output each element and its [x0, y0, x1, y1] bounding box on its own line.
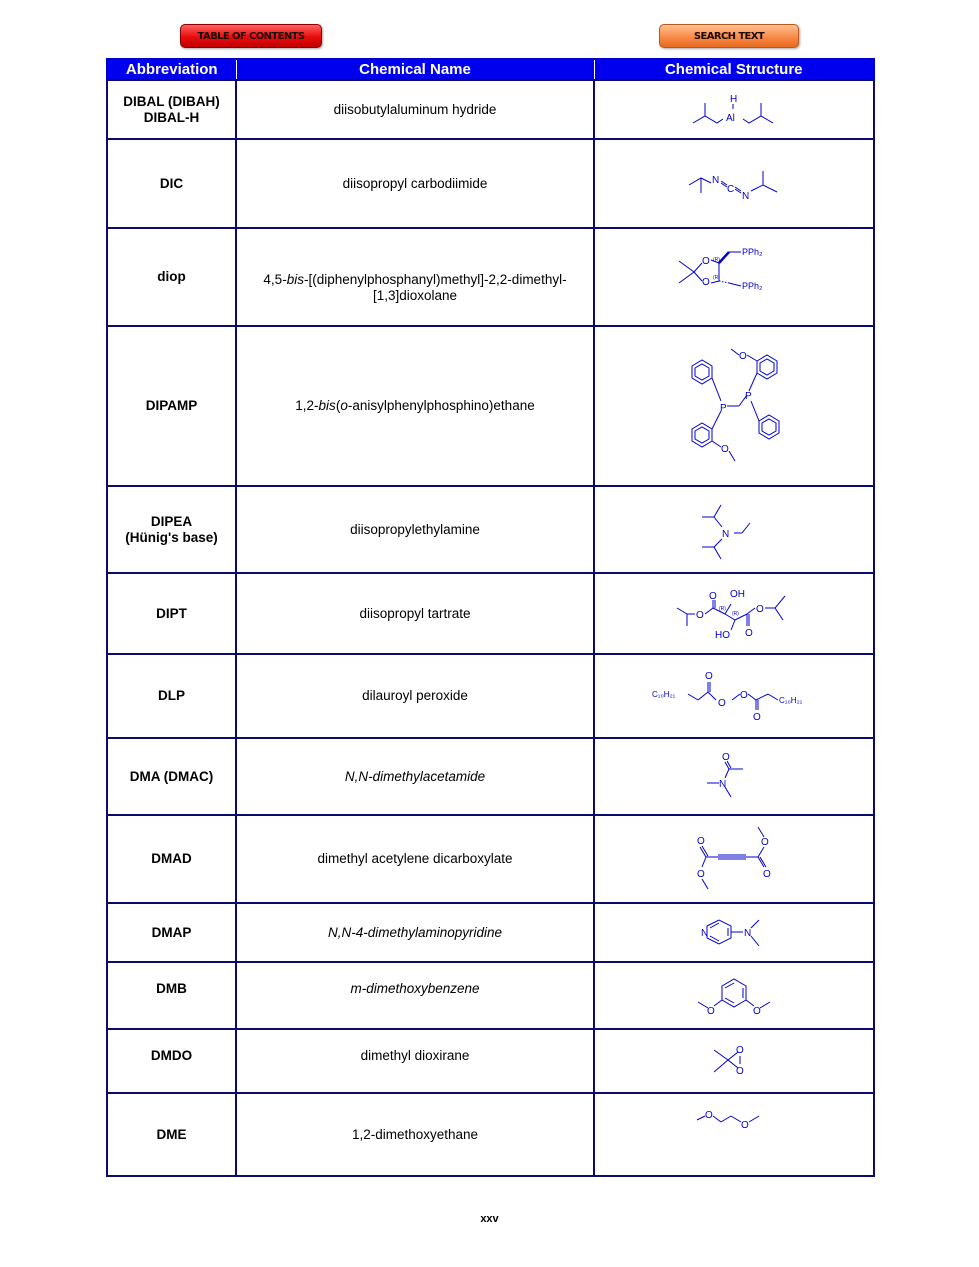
- dlp-structure: [644, 666, 824, 726]
- o-label: O: [756, 603, 764, 615]
- name-cell: diisopropylethylamine: [236, 486, 594, 573]
- table-row: [107, 139, 874, 228]
- abbreviation-table: [106, 58, 875, 1177]
- dmad-structure: [684, 821, 784, 897]
- abbr-cell: DMAP: [107, 903, 236, 962]
- abbr-cell: DLP: [107, 654, 236, 738]
- r-label: (R): [713, 257, 720, 263]
- name-cell: 1,2-dimethoxyethane: [236, 1093, 594, 1176]
- abbr-cell: DIPT: [107, 573, 236, 654]
- structure-cell: [594, 903, 874, 962]
- table-row: [107, 486, 874, 573]
- name-cell: dimethyl acetylene dicarboxylate: [236, 815, 594, 903]
- pph2-label: PPh₂: [742, 247, 763, 257]
- structure-cell: [594, 738, 874, 815]
- table-row: [107, 738, 874, 815]
- o-label: O: [753, 1005, 761, 1017]
- name-text: 4,5-bis-[(diphenylphosphanyl)methyl]-2,2-dimethyl-[1,3]dioxolane: [263, 272, 567, 303]
- abbr-cell: [107, 80, 236, 139]
- name-cell: diisopropyl tartrate: [236, 573, 594, 654]
- o-label: O: [707, 1005, 715, 1017]
- r-label: (R): [713, 275, 720, 281]
- c-label: C: [727, 183, 735, 195]
- table-row: [107, 326, 874, 486]
- name-cell: diisobutylaluminum hydride: [236, 80, 594, 139]
- o-label: O: [702, 256, 710, 267]
- table-row: [107, 654, 874, 738]
- name-cell: dimethyl dioxirane: [236, 1029, 594, 1093]
- name-cell: [236, 903, 594, 962]
- abbr-cell: DMB: [107, 962, 236, 1029]
- dma-structure: [699, 747, 769, 807]
- abbr-cell: DMDO: [107, 1029, 236, 1093]
- abbr-cell: DMA (DMAC): [107, 738, 236, 815]
- o-label: O: [718, 698, 726, 709]
- name-text: m-dimethoxybenzene: [350, 981, 480, 996]
- table-row: [107, 962, 874, 1029]
- o-label: O: [709, 590, 717, 602]
- structure-cell: [594, 654, 874, 738]
- structure-cell: [594, 1029, 874, 1093]
- page-number: xxv: [480, 1213, 499, 1225]
- table-header-row: [107, 59, 874, 80]
- name-text: N,N-dimethylacetamide: [344, 768, 486, 784]
- c10h21-label: C₁₀H₂₁: [779, 696, 803, 705]
- n-label: N: [744, 927, 752, 939]
- dmdo-structure: [704, 1038, 764, 1084]
- o-label: O: [753, 712, 761, 723]
- table-of-contents-button[interactable]: TABLE OF CONTENTS: [180, 24, 322, 48]
- dipt-structure: [669, 582, 799, 646]
- abbr-cell: DIC: [107, 139, 236, 228]
- p-label: P: [745, 391, 752, 402]
- o-label: O: [761, 837, 769, 848]
- table-row: [107, 815, 874, 903]
- r-label: (R): [719, 605, 726, 612]
- table-row: [107, 80, 874, 139]
- abbr-cell: DIPAMP: [107, 326, 236, 486]
- dipea-structure: [694, 495, 774, 565]
- name-cell: [236, 228, 594, 326]
- abbr-line: DIPEA (Hünig's base): [125, 513, 218, 545]
- dic-structure: [679, 159, 789, 209]
- h-label: H: [730, 93, 738, 105]
- oh-label: OH: [730, 588, 745, 600]
- o-label: O: [705, 671, 713, 682]
- table-row: [107, 573, 874, 654]
- table-row: [107, 903, 874, 962]
- o-label: O: [697, 836, 705, 847]
- structure-cell: [594, 80, 874, 139]
- o-label: O: [763, 869, 771, 880]
- c10h21-label: C₁₀H₂₁: [652, 690, 676, 699]
- dmap-structure: [689, 908, 779, 958]
- name-cell: diisopropyl carbodiimide: [236, 139, 594, 228]
- abbr-cell: [107, 486, 236, 573]
- abbr-cell: DME: [107, 1093, 236, 1176]
- n-label: N: [719, 778, 727, 790]
- n-label: N: [722, 528, 730, 540]
- name-cell: dilauroyl peroxide: [236, 654, 594, 738]
- structure-cell: [594, 139, 874, 228]
- o-label: O: [740, 690, 748, 701]
- o-label: O: [722, 751, 730, 763]
- table-row: [107, 228, 874, 326]
- r-label: (R): [732, 610, 739, 617]
- o-label: O: [721, 444, 729, 455]
- abbr-cell: DMAD: [107, 815, 236, 903]
- o-label: O: [705, 1110, 713, 1121]
- n-label: N: [742, 190, 750, 202]
- o-label: O: [741, 1120, 749, 1131]
- dme-structure: [689, 1104, 779, 1134]
- abbr-line: DIBAL (DIBAH) DIBAL-H: [123, 93, 220, 125]
- n-label: N: [712, 174, 720, 186]
- o-label: O: [697, 869, 705, 880]
- ho-label: HO: [715, 629, 730, 641]
- o-label: O: [736, 1066, 744, 1077]
- structure-cell: [594, 326, 874, 486]
- search-text-button[interactable]: SEARCH TEXT: [659, 24, 799, 48]
- dibal-structure: [679, 85, 789, 135]
- structure-cell: [594, 573, 874, 654]
- o-label: O: [696, 609, 704, 621]
- structure-cell: [594, 1093, 874, 1176]
- structure-cell: [594, 486, 874, 573]
- dmb-structure: [684, 968, 784, 1024]
- pph2-label: PPh₂: [742, 281, 763, 291]
- o-label: O: [745, 627, 753, 639]
- al-label: Al: [726, 112, 735, 124]
- n-label: N: [701, 927, 709, 939]
- name-text: N,N-4-dimethylaminopyridine: [327, 924, 503, 940]
- name-cell: 1,2-bis(o-anisylphenylphosphino)ethane: [236, 326, 594, 486]
- structure-cell: [594, 815, 874, 903]
- header-abbreviation: Abbreviation: [107, 59, 236, 80]
- structure-cell: [594, 228, 874, 326]
- abbr-cell: diop: [107, 228, 236, 326]
- structure-cell: [594, 962, 874, 1029]
- dipamp-structure: [669, 341, 799, 471]
- table-row: [107, 1029, 874, 1093]
- table-row: [107, 1093, 874, 1176]
- o-label: O: [736, 1045, 744, 1056]
- name-cell: [236, 962, 594, 1029]
- o-label: O: [739, 351, 747, 362]
- p-label: P: [720, 403, 727, 414]
- diop-structure: [669, 243, 799, 303]
- header-chemical-structure: Chemical Structure: [594, 59, 874, 80]
- header-chemical-name: Chemical Name: [236, 59, 594, 80]
- o-label: O: [702, 277, 710, 288]
- name-cell: [236, 738, 594, 815]
